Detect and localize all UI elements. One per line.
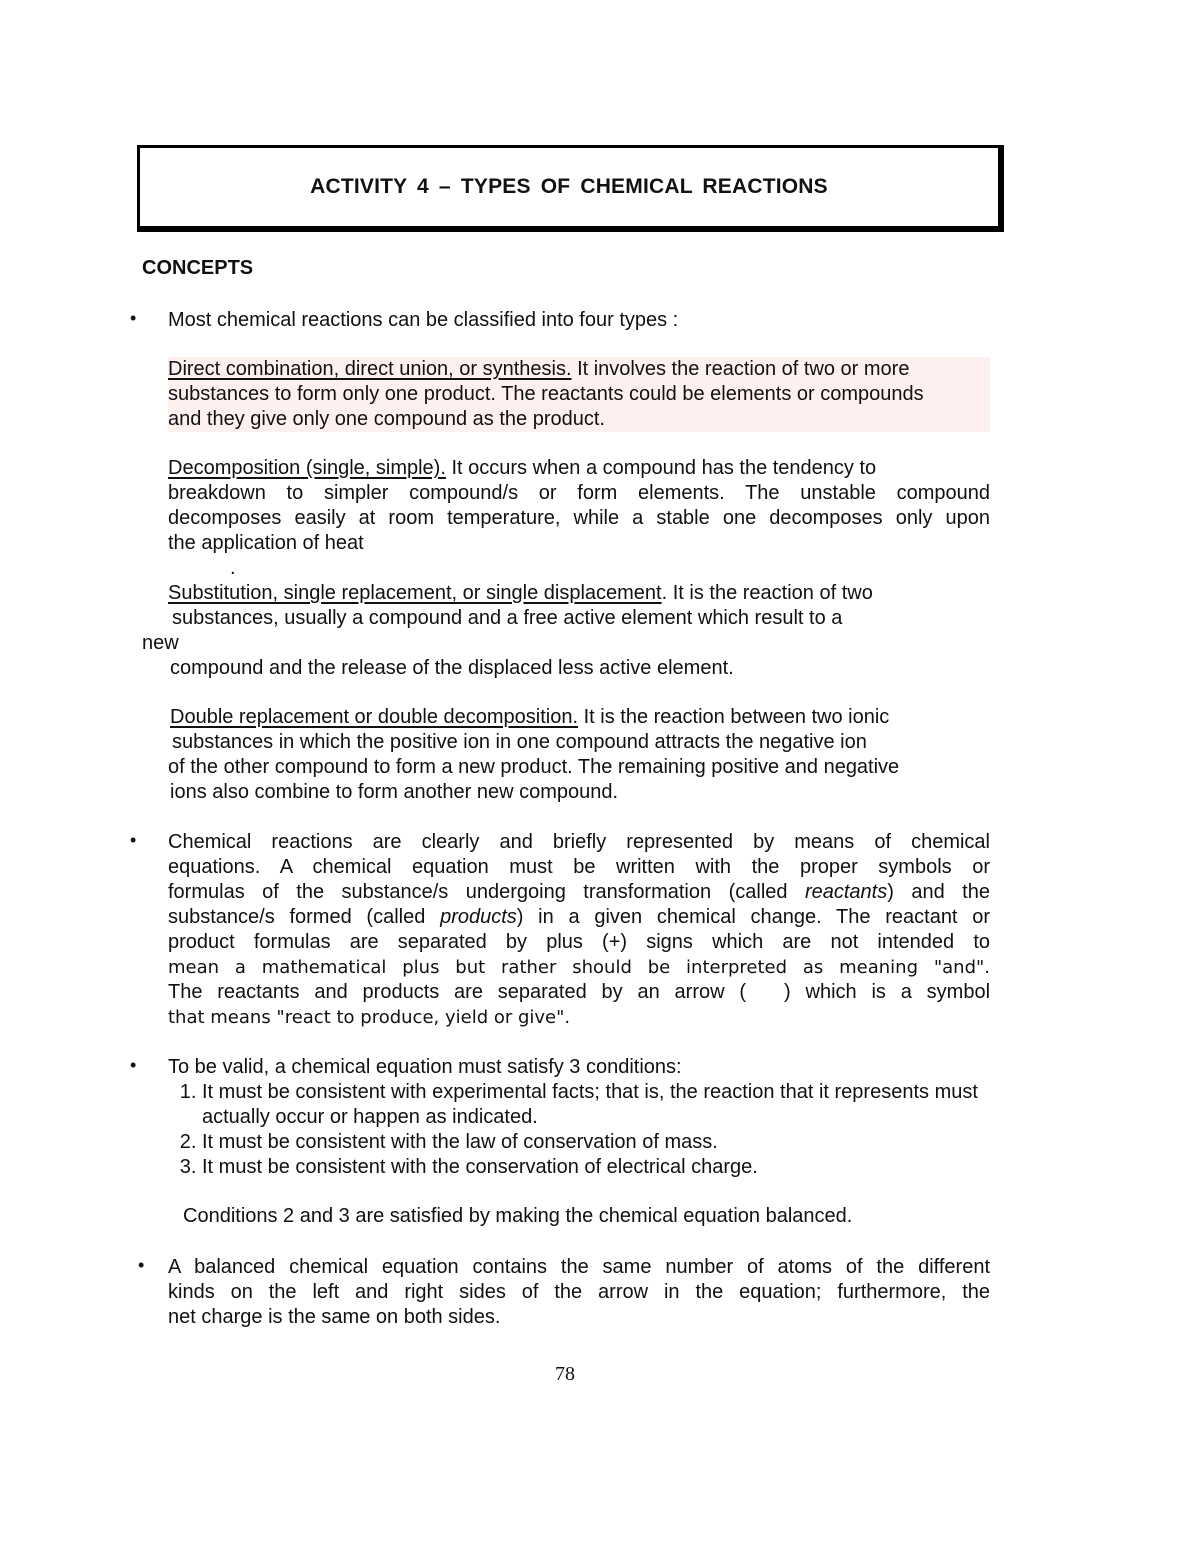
type-desc-line: compound and the release of the displaced less active element. — [170, 657, 734, 679]
type-term: Substitution, single replacement, or single displacement — [168, 582, 662, 604]
paragraph-line: mean a mathematical plus but rather should be interpreted as meaning "and". — [168, 957, 990, 978]
paragraph-line: kinds on the left and right sides of the arrow in the equation; furthermore, the — [168, 1281, 990, 1303]
condition-item: 1. It must be consistent with experimental facts; that is, the reaction that it represents must actually occur or happen as indicated. — [202, 1080, 992, 1130]
type-desc-line: of the other compound to form a new product. The remaining positive and negative — [168, 756, 900, 778]
products-term: products — [440, 906, 517, 928]
type-desc-line: decomposes easily at room temperature, while a stable one decomposes only upon — [168, 507, 990, 529]
reactants-term: reactants — [804, 881, 888, 903]
condition-item: 3. It must be consistent with the conservation of electrical charge. — [202, 1155, 992, 1180]
type-direct-combination — [168, 357, 990, 432]
type-substitution — [168, 581, 990, 631]
type-term: Decomposition (single, simple). — [168, 457, 446, 479]
type-desc-line: substances to form only one product. The reactants could be elements or compounds — [168, 383, 924, 405]
type-desc-line: the application of heat — [168, 532, 364, 554]
valid-intro: To be valid, a chemical equation must satisfy 3 conditions: — [168, 1056, 682, 1078]
type-desc-line: It occurs when a compound has the tendency to — [445, 457, 877, 479]
intro-line: Most chemical reactions can be classified into four types : — [168, 309, 679, 331]
page-title: ACTIVITY 4 – TYPES OF CHEMICAL REACTIONS — [310, 175, 828, 198]
type-desc-line: It is the reaction between two ionic — [578, 706, 890, 728]
type-term: Double replacement or double decomposition. — [170, 706, 579, 728]
equations-paragraph — [168, 830, 990, 1030]
paragraph-line: Chemical reactions are clearly and briefly represented by means of chemical — [168, 831, 990, 853]
concepts-heading: CONCEPTS — [142, 257, 254, 279]
type-desc-line: . It is the reaction of two — [661, 582, 873, 604]
bullet-marker: • — [130, 308, 137, 328]
bullet-marker: • — [130, 830, 137, 850]
type-desc-line: new — [142, 632, 179, 654]
paragraph-line: substance/s formed (called products) in a given chemical change. The reactant or — [168, 906, 991, 928]
page-number: 78 — [555, 1363, 575, 1385]
paragraph-line: net charge is the same on both sides. — [168, 1306, 501, 1328]
paragraph-line: product formulas are separated by plus (+) signs which are not intended to — [168, 931, 990, 953]
type-desc-line: and they give only one compound as the product. — [168, 408, 605, 430]
type-decomposition — [168, 456, 990, 581]
bullet-marker: • — [130, 1055, 137, 1075]
type-desc-line: . — [230, 557, 236, 579]
paragraph-line: equations. A chemical equation must be written with the proper symbols or — [168, 856, 990, 878]
paragraph-line: that means "react to produce, yield or give". — [168, 1007, 571, 1028]
paragraph-line: The reactants and products are separated by an arrow ( ) which is a symbol — [168, 981, 991, 1003]
intro-text — [168, 308, 990, 333]
type-desc-line: substances in which the positive ion in one compound attracts the negative ion — [172, 731, 867, 753]
type-term: Direct combination, direct union, or synthesis. — [168, 358, 572, 380]
type-desc-line: It involves the reaction of two or more — [571, 358, 910, 380]
condition-item: 2. It must be consistent with the law of conservation of mass. — [202, 1130, 992, 1155]
valid-conditions — [168, 1055, 990, 1180]
balanced-paragraph — [168, 1255, 990, 1330]
type-desc-line: breakdown to simpler compound/s or form elements. The unstable compound — [168, 482, 990, 504]
bullet-marker: • — [138, 1255, 145, 1275]
type-desc-line: ions also combine to form another new compound. — [170, 781, 619, 803]
conditions-note: Conditions 2 and 3 are satisfied by making the chemical equation balanced. — [183, 1205, 853, 1227]
type-desc-line: substances, usually a compound and a free active element which result to a — [172, 607, 843, 629]
title-box — [137, 145, 1004, 232]
paragraph-line: A balanced chemical equation contains the same number of atoms of the different — [168, 1256, 990, 1278]
conditions-list — [168, 1080, 992, 1180]
paragraph-line: formulas of the substance/s undergoing transformation (called reactants) and the — [168, 881, 990, 903]
type-double-replacement — [170, 705, 992, 805]
